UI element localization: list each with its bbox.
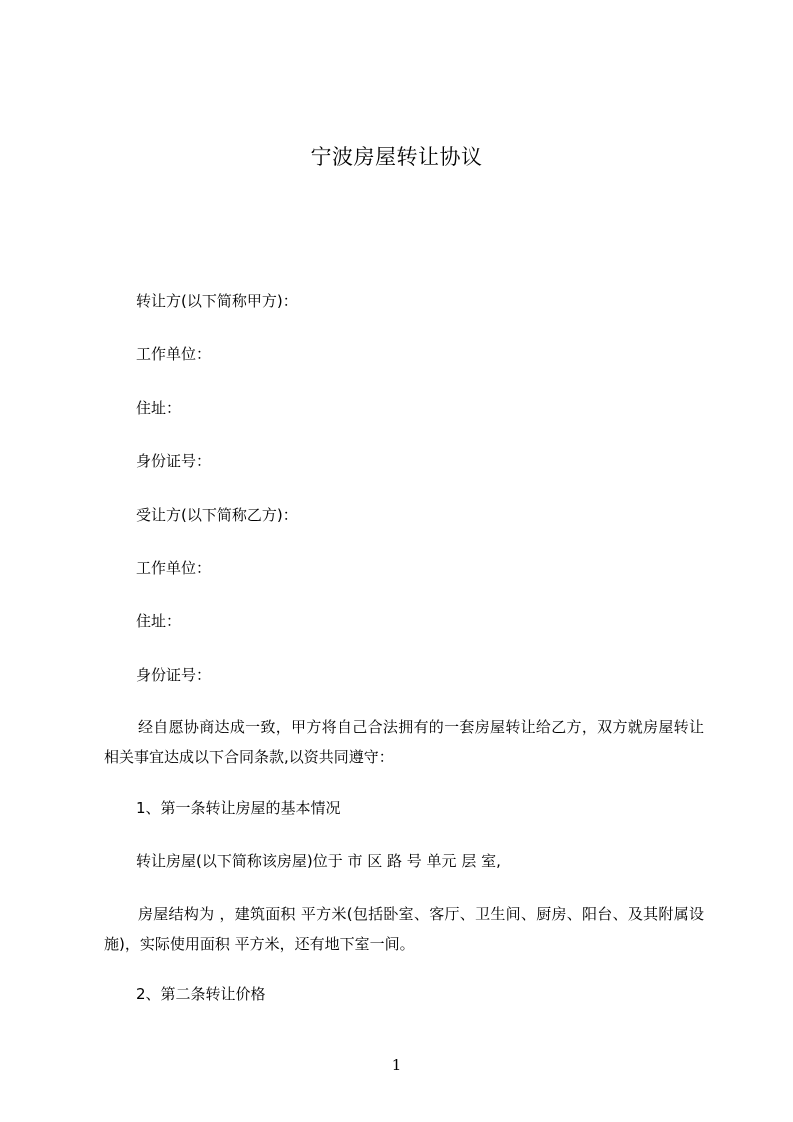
transferee-id-line: 身份证号： [136,666,212,684]
article-1-heading: 1、第一条转让房屋的基本情况 [136,799,341,817]
transferor-line: 转让方(以下简称甲方)： [136,292,298,310]
transferee-address-line: 住址： [136,612,182,630]
transferee-workplace-line: 工作单位： [136,559,212,577]
transferor-workplace-line: 工作单位： [136,345,212,363]
transferor-id-line: 身份证号： [136,452,212,470]
article-1-structure: 房屋结构为 ，建筑面积 平方米(包括卧室、客厅、卫生间、厨房、阳台、及其附属设施)，实际使用面积 平方米，还有地下室一间。 [104,905,704,953]
page-number: 1 [391,1056,402,1074]
intro-paragraph: 经自愿协商达成一致，甲方将自己合法拥有的一套房屋转让给乙方，双方就房屋转让相关事宜达成以下合同条款,以资共同遵守： [104,718,704,766]
article-2-heading: 2、第二条转让价格 [136,985,266,1003]
transferor-address-line: 住址： [136,399,182,417]
transferee-line: 受让方(以下简称乙方)： [136,506,298,524]
article-1-location: 转让房屋(以下简称该房屋)位于 市 区 路 号 单元 层 室, [136,852,501,870]
document-title: 宁波房屋转让协议 [310,145,483,169]
